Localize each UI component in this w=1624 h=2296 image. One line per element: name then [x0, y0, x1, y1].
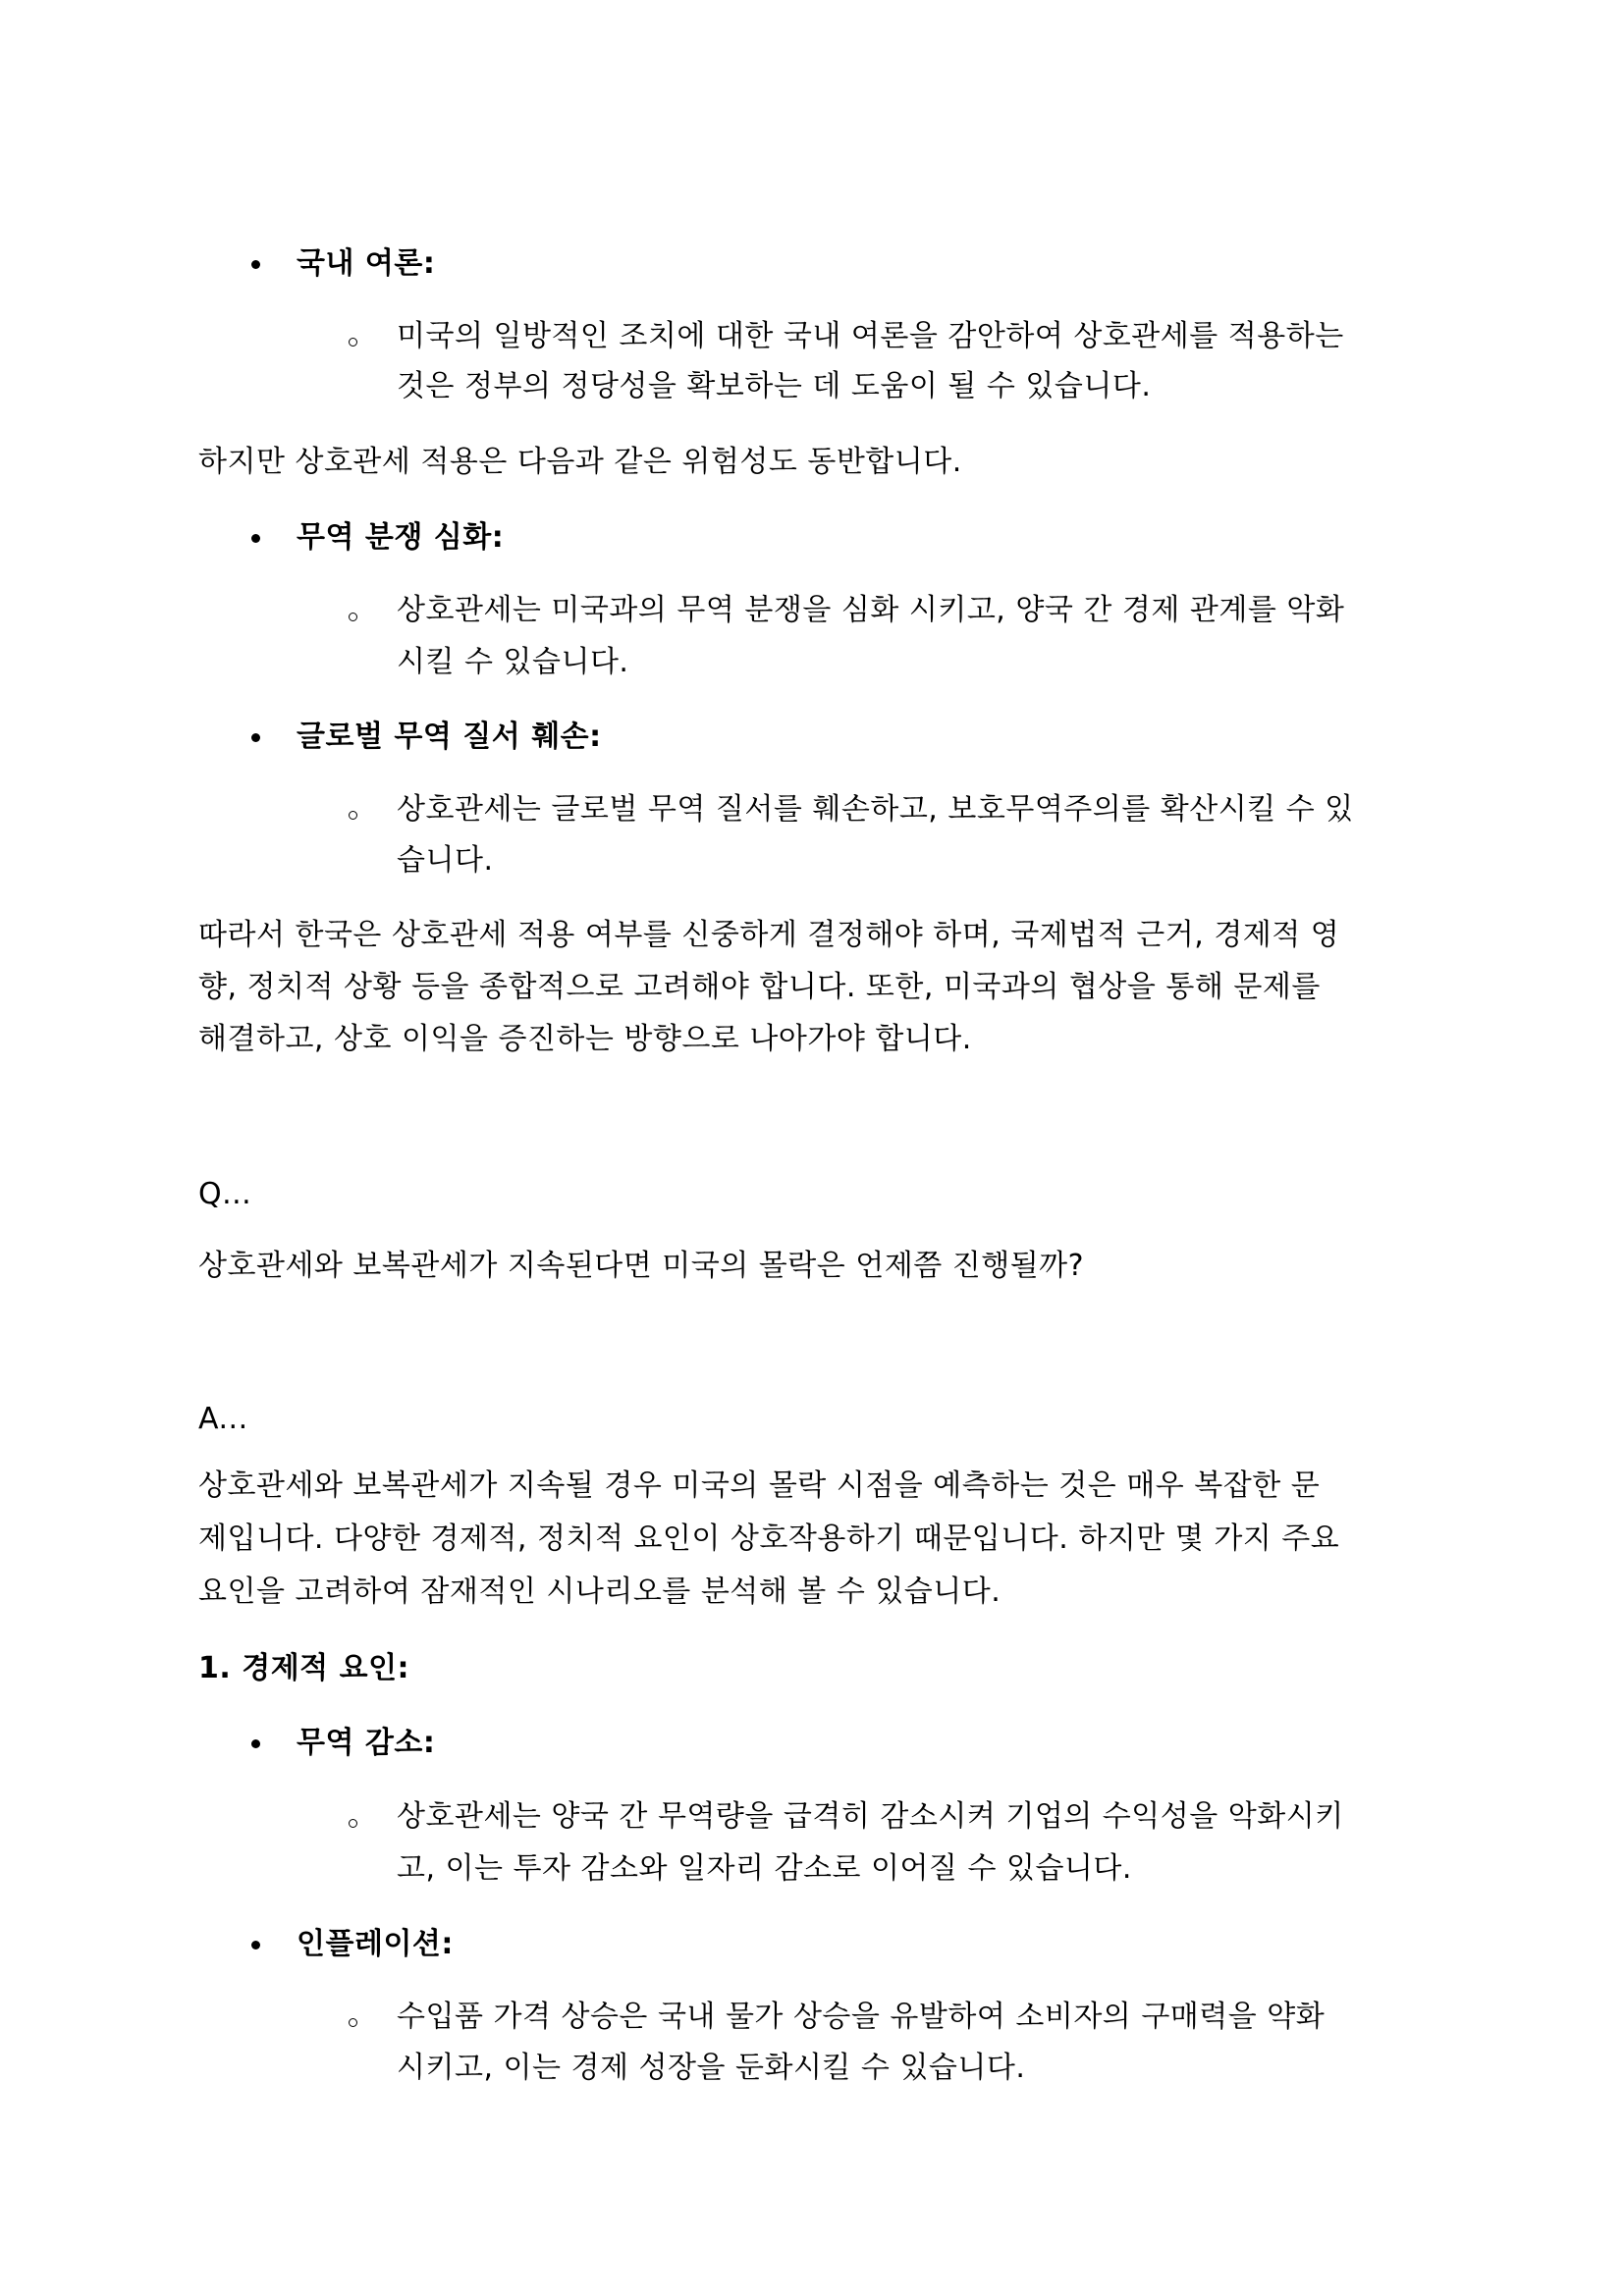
bullet-dot-icon [251, 260, 260, 269]
conclusion-line2: 향, 정치적 상황 등을 종합적으로 고려해야 합니다. 또한, 미국과의 협상을 통해 문제를 [198, 970, 1321, 1004]
trade-decrease-detail-line2: 고, 이는 투자 감소와 일자리 감소로 이어질 수 있습니다. [397, 1851, 1132, 1886]
inflation-detail-line1: 수입품 가격 상승은 국내 물가 상승을 유발하여 소비자의 구매력을 약화 [397, 2000, 1326, 2034]
inflation-heading: 인플레이션: [297, 1927, 454, 1961]
trade-dispute-detail-line2: 시킬 수 있습니다. [397, 645, 629, 679]
answer-line1: 상호관세와 보복관세가 지속될 경우 미국의 몰락 시점을 예측하는 것은 매우 복잡한 문 [198, 1468, 1321, 1503]
bullet-circle-icon [349, 338, 357, 347]
bullet-circle-icon [349, 811, 357, 820]
bullet-dot-icon [251, 733, 260, 742]
global-order-detail-line2: 습니다. [397, 843, 494, 878]
bullet-circle-icon [349, 1819, 357, 1828]
public-opinion-detail-line1: 미국의 일방적인 조치에 대한 국내 여론을 감안하여 상호관세를 적용하는 [397, 319, 1344, 353]
global-order-heading: 글로벌 무역 질서 훼손: [297, 720, 602, 754]
trade-decrease-detail-line1: 상호관세는 양국 간 무역량을 급격히 감소시켜 기업의 수익성을 악화시키 [397, 1799, 1344, 1834]
bullet-circle-icon [349, 613, 357, 621]
bullet-dot-icon [251, 1941, 260, 1949]
question-text: 상호관세와 보복관세가 지속된다면 미국의 몰락은 언제쯤 진행될까? [198, 1249, 1085, 1283]
question-label: Q... [198, 1177, 252, 1211]
conclusion-line3: 해결하고, 상호 이익을 증진하는 방향으로 나아가야 합니다. [198, 1022, 972, 1056]
trade-dispute-detail-line1: 상호관세는 미국과의 무역 분쟁을 심화 시키고, 양국 간 경제 관계를 악화 [397, 593, 1345, 627]
conclusion-line1: 따라서 한국은 상호관세 적용 여부를 신중하게 결정해야 하며, 국제법적 근거, 경제적 영 [198, 918, 1340, 952]
inflation-detail-line2: 시키고, 이는 경제 성장을 둔화시킬 수 있습니다. [397, 2051, 1026, 2085]
answer-label: A... [198, 1402, 248, 1436]
trade-dispute-heading: 무역 분쟁 심화: [297, 520, 505, 555]
answer-line3: 요인을 고려하여 잠재적인 시나리오를 분석해 볼 수 있습니다. [198, 1575, 1001, 1609]
global-order-detail-line1: 상호관세는 글로벌 무역 질서를 훼손하고, 보호무역주의를 확산시킬 수 있 [397, 792, 1354, 827]
bullet-dot-icon [251, 1739, 260, 1748]
answer-line2: 제입니다. 다양한 경제적, 정치적 요인이 상호작용하기 때문입니다. 하지만 몇 가지 주요 [198, 1522, 1340, 1556]
bullet-dot-icon [251, 534, 260, 543]
risk-intro-paragraph: 하지만 상호관세 적용은 다음과 같은 위험성도 동반합니다. [198, 445, 962, 479]
public-opinion-heading: 국내 여론: [297, 246, 436, 281]
economic-factors-heading: 1. 경제적 요인: [198, 1651, 410, 1685]
bullet-circle-icon [349, 2018, 357, 2027]
trade-decrease-heading: 무역 감소: [297, 1726, 436, 1760]
public-opinion-detail-line2: 것은 정부의 정당성을 확보하는 데 도움이 될 수 있습니다. [397, 369, 1152, 403]
